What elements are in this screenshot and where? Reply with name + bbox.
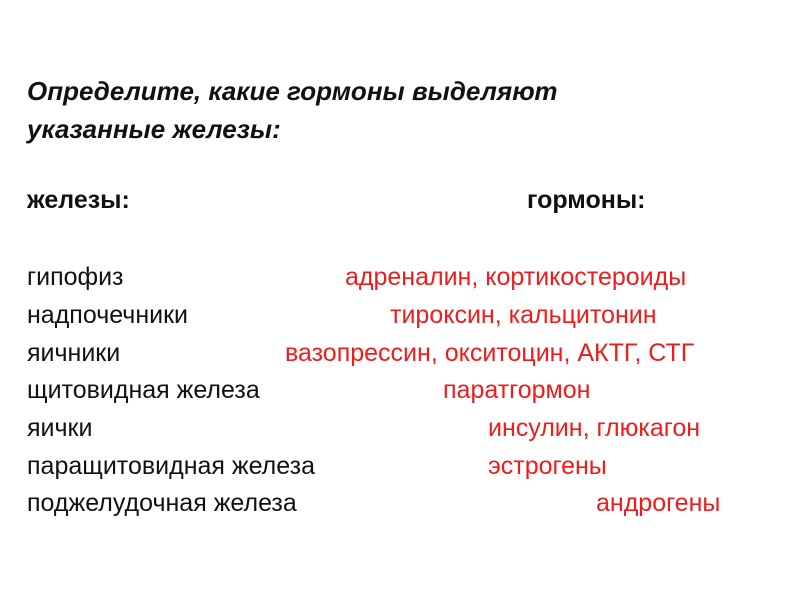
gland-item: паращитовидная железа: [27, 452, 315, 480]
hormone-item: эстрогены: [488, 452, 607, 480]
task-title-line-2: указанные железы:: [27, 114, 281, 144]
hormone-item: паратгормон: [443, 376, 591, 404]
hormone-item: адреналин, кортикостероиды: [345, 263, 687, 291]
task-title: [27, 72, 767, 148]
hormone-item: инсулин, глюкагон: [488, 414, 701, 442]
gland-item: яичники: [27, 339, 121, 367]
hormone-item: тироксин, кальцитонин: [390, 301, 657, 329]
glands-column-header: железы:: [27, 186, 130, 214]
gland-item: яички: [27, 414, 93, 442]
task-title-line-1: Определите, какие гормоны выделяют: [27, 76, 558, 106]
gland-item: гипофиз: [27, 263, 124, 291]
gland-item: поджелудочная железа: [27, 489, 297, 517]
gland-item: надпочечники: [27, 301, 188, 329]
gland-item: щитовидная железа: [27, 376, 260, 404]
hormones-column-header: гормоны:: [527, 186, 646, 214]
hormone-item: вазопрессин, окситоцин, АКТГ, СТГ: [285, 339, 695, 367]
hormone-item: андрогены: [596, 489, 721, 517]
